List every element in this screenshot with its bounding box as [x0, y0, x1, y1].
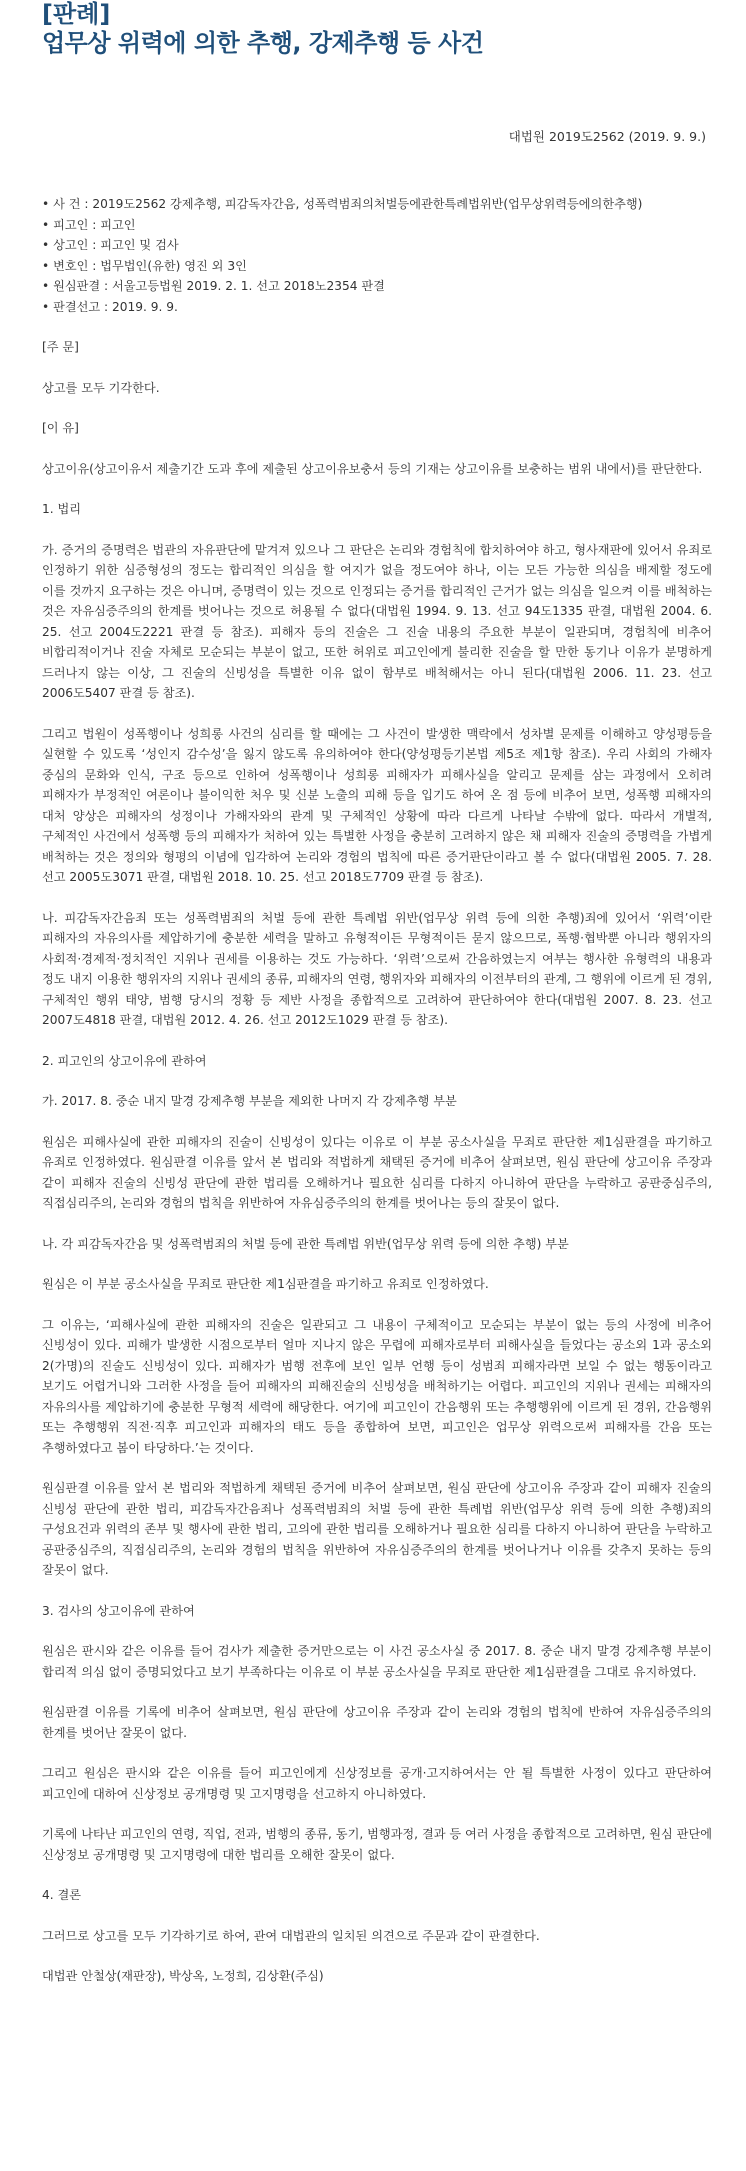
section-heading-iyu: [이 유]: [42, 421, 79, 435]
heading-2: 2. 피고인의 상고이유에 관하여: [42, 1053, 207, 1068]
meta-lower-judgment: • 원심판결 : 서울고등법원 2019. 2. 1. 선고 2018노2354 판결: [42, 279, 385, 293]
paragraph-1a: 가. 증거의 증명력은 법관의 자유판단에 맡겨져 있으나 그 판단은 논리와 경험칙에 합치하여야 하고, 형사재판에 있어서 유죄로 인정하기 위한 심증형성의 정도는 합리적인 의심을 할 여지가 없을 정도여야 하나, 이는 모든 가능한 의심을 배제할 정도에 이를 것까지 요구하는 것은 아니며, 증명력이 있는 것으로 인정되는 증거를 합리적인 근거가 없는 의심을 일으켜 이를 배척하는 것은 자유심증주의의 한계를 벗어나는 것으로 허용될 수 없다(대법원 1994. 9. 13. 선고 94도1335 판결, 대법원 2004. 6. 25. 선고 2004도2221 판결 등 참조). 피해자 등의 진술은 그 진술 내용의 주요한 부분이 일관되며, 경험칙에 비추어 비합리적이거나 진술 자체로 모순되는 부분이 없고, 또한 허위로 피고인에게 불리한 진술을 할 만한 동기나 이유가 분명하게 드러나지 않는 이상, 그 진술의 신빙성을 특별한 이유 없이 함부로 배척해서는 아니 된다(대법원 2006. 11. 23. 선고 2006도5407 판결 등 참조).: [42, 542, 712, 700]
paragraph-2b1: 원심은 이 부분 공소사실을 무죄로 판단한 제1심판결을 파기하고 유죄로 인정하였다.: [42, 1277, 489, 1291]
judges-signature: 대법관 안철상(재판장), 박상옥, 노정희, 김상환(주심): [42, 1969, 324, 1983]
meta-appellant: • 상고인 : 피고인 및 검사: [42, 238, 179, 252]
paragraph-2b2: 그 이유는, ‘피해사실에 관한 피해자의 진술은 일관되고 그 내용이 구체적이고 모순되는 부분이 없는 등의 사정에 비추어 신빙성이 있다. 피해가 발생한 시점으로부터 얼마 지나지 않은 무렵에 피해자로부터 피해사실을 들었다는 공소외 1과 공소외 2(가명)의 진술도 신빙성이 있다. 피해자가 범행 전후에 보인 일부 언행 등이 성범죄 피해자라면 보일 수 없는 행동이라고 보기도 어렵거니와 그러한 사정을 들어 피해자의 피해진술의 신빙성을 배척하기는 어렵다. 피고인의 지위나 권세는 피해자의 자유의사를 제압하기에 충분한 무형적 세력에 해당한다. 여기에 피고인이 간음행위 또는 추행행위에 이르게 된 경위, 간음행위 또는 추행행위 직전·직후 피고인과 피해자의 태도 등을 종합하여 보면, 피고인은 업무상 위력으로써 피해자를 간음 또는 추행하였다고 봄이 타당하다.’는 것이다.: [42, 1317, 712, 1455]
paragraph-2a: 원심은 피해사실에 관한 피해자의 진술이 신빙성이 있다는 이유로 이 부분 공소사실을 무죄로 판단한 제1심판결을 파기하고 유죄로 인정하였다. 원심판결 이유를 앞서 본 법리와 적법하게 채택된 증거에 비추어 살펴보면, 원심 판단에 상고이유 주장과 같이 피해자 진술의 신빙성 판단에 관한 법리를 오해하거나 필요한 심리를 다하지 아니하여 판단을 누락하고 공판중심주의, 직접심리주의, 논리와 경험의 법칙을 위반하여 자유심증주의의 한계를 벗어나는 등의 잘못이 없다.: [42, 1134, 712, 1210]
iyu-intro: 상고이유(상고이유서 제출기간 도과 후에 제출된 상고이유보충서 등의 기재는 상고이유를 보충하는 범위 내에서)를 판단한다.: [42, 461, 703, 476]
meta-defendant: • 피고인 : 피고인: [42, 217, 136, 232]
heading-1: 1. 법리: [42, 502, 82, 516]
document-body: [42, 194, 712, 1987]
paragraph-4: 그러므로 상고를 모두 기각하기로 하여, 관여 대법관의 일치된 의견으로 주문과 같이 판결한다.: [42, 1928, 540, 1943]
paragraph-1c: 나. 피감독자간음죄 또는 성폭력범죄의 처벌 등에 관한 특례법 위반(업무상 위력 등에 의한 추행)죄에 있어서 ‘위력’이란 피해자의 자유의사를 제압하기에 충분한 세력을 말하고 유형적이든 무형적이든 묻지 않으므로, 폭행·협박뿐 아니라 행위자의 사회적·경제적·정치적인 지위나 권세를 이용하는 것도 가능하다. ‘위력’으로써 간음하였는지 여부는 행사한 유형력의 내용과 정도 내지 이용한 행위자의 지위나 권세의 종류, 피해자의 연령, 행위자와 피해자의 이전부터의 관계, 그 행위에 이르게 된 경위, 구체적인 행위 태양, 범행 당시의 정황 등 제반 사정을 종합적으로 고려하여 판단하여야 한다(대법원 2007. 8. 23. 선고 2007도4818 판결, 대법원 2012. 4. 26. 선고 2012도1029 판결 등 참조).: [42, 910, 713, 1027]
paragraph-3b: 원심판결 이유를 기록에 비추어 살펴보면, 원심 판단에 상고이유 주장과 같이 논리와 경험의 법칙에 반하여 자유심증주의의 한계를 벗어난 잘못이 없다.: [42, 1705, 712, 1740]
heading-2b: 나. 각 피감독자간음 및 성폭력범죄의 처벌 등에 관한 특례법 위반(업무상 위력 등에 의한 추행) 부분: [42, 1236, 569, 1251]
meta-counsel: • 변호인 : 법무법인(유한) 영진 외 3인: [42, 258, 247, 273]
jumun-text: 상고를 모두 기각한다.: [42, 380, 160, 395]
paragraph-1b: 그리고 법원이 성폭행이나 성희롱 사건의 심리를 할 때에는 그 사건이 발생한 맥락에서 성차별 문제를 이해하고 양성평등을 실현할 수 있도록 ‘성인지 감수성’을 잃지 않도록 유의하여야 한다(양성평등기본법 제5조 제1항 참조). 우리 사회의 가해자 중심의 문화와 인식, 구조 등으로 인하여 성폭행이나 성희롱 피해자가 피해사실을 알리고 문제를 삼는 과정에서 오히려 피해자가 부정적인 여론이나 불이익한 처우 및 신분 노출의 피해 등을 입기도 하여 온 점 등에 비추어 보면, 성폭행 피해자의 대처 양상은 피해자의 성정이나 가해자와의 관계 및 구체적인 상황에 따라 다르게 나타날 수밖에 없다. 따라서 개별적, 구체적인 사건에서 성폭행 등의 피해자가 처하여 있는 특별한 사정을 충분히 고려하지 않은 채 피해자 진술의 증명력을 가볍게 배척하는 것은 정의와 형평의 이념에 입각하여 논리와 경험의 법칙에 따른 증거판단이라고 볼 수 없다(대법원 2005. 7. 28. 선고 2005도3071 판결, 대법원 2018. 10. 25. 선고 2018도7709 판결 등 참조).: [42, 726, 712, 884]
page-title: 업무상 위력에 의한 추행, 강제추행 등 사건: [42, 29, 484, 57]
paragraph-3a: 원심은 판시와 같은 이유를 들어 검사가 제출한 증거만으로는 이 사건 공소사실 중 2017. 8. 중순 내지 말경 강제추행 부분이 합리적 의심 없이 증명되었다고 보기 부족하다는 이유로 이 부분 공소사실을 무죄로 판단한 제1심판결을 그대로 유지하였다.: [42, 1644, 712, 1679]
case-reference: 대법원 2019도2562 (2019. 9. 9.): [508, 129, 706, 144]
paragraph-3c: 그리고 원심은 판시와 같은 이유를 들어 피고인에게 신상정보를 공개·고지하여서는 안 될 특별한 사정이 있다고 판단하여 피고인에 대하여 신상정보 공개명령 및 고지명령을 선고하지 아니하였다.: [42, 1766, 712, 1801]
heading-2a: 가. 2017. 8. 중순 내지 말경 강제추행 부분을 제외한 나머지 각 강제추행 부분: [42, 1094, 457, 1108]
paragraph-2b3: 원심판결 이유를 앞서 본 법리와 적법하게 채택된 증거에 비추어 살펴보면, 원심 판단에 상고이유 주장과 같이 피해자 진술의 신빙성 판단에 관한 법리, 피감독자간음죄나 성폭력범죄의 처벌 등에 관한 특례법 위반(업무상 위력 등에 의한 추행)죄의 구성요건과 위력의 존부 및 행사에 관한 법리, 고의에 관한 법리를 오해하거나 필요한 심리를 다하지 아니하여 판단을 누락하고 공판중심주의, 직접심리주의, 논리와 경험의 법칙을 위반하여 자유심증주의의 한계를 벗어나거나 이유를 갖추지 못하는 등의 잘못이 없다.: [42, 1481, 712, 1577]
meta-case: • 사 건 : 2019도2562 강제추행, 피감독자간음, 성폭력범죄의처벌등에관한특례법위반(업무상위력등에의한추행): [42, 197, 643, 211]
section-heading-jumun: [주 문]: [42, 340, 79, 354]
paragraph-3d: 기록에 나타난 피고인의 연령, 직업, 전과, 범행의 종류, 동기, 범행과정, 결과 등 여러 사정을 종합적으로 고려하면, 원심 판단에 신상정보 공개명령 및 고지명령에 대한 법리를 오해한 잘못이 없다.: [42, 1827, 712, 1862]
category-tag: [판례]: [42, 0, 111, 28]
header: [42, 0, 722, 58]
heading-4: 4. 결론: [42, 1888, 82, 1902]
case-metadata-list: [42, 194, 712, 317]
heading-3: 3. 검사의 상고이유에 관하여: [42, 1603, 195, 1618]
meta-judgment-date: • 판결선고 : 2019. 9. 9.: [42, 299, 178, 314]
